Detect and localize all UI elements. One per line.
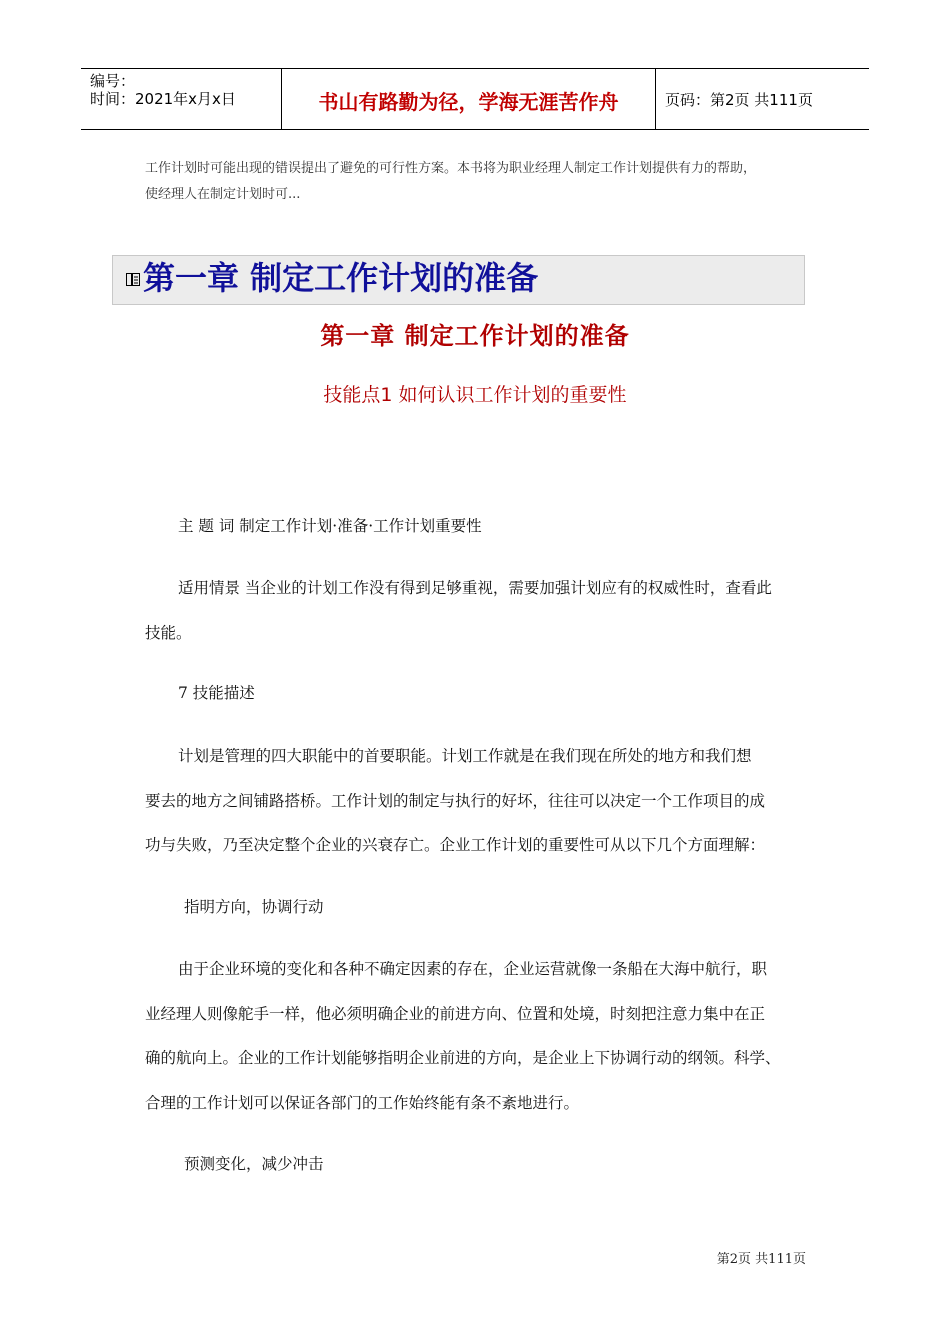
time-label: 时间：2021年x月x日 (90, 90, 236, 108)
keywords-line: 主 题 词 制定工作计划·准备·工作计划重要性 (178, 517, 482, 535)
header-motto-cell (282, 69, 656, 129)
intro-line-2: 使经理人在制定计划时可... (145, 187, 301, 202)
banner-title: 第一章 制定工作计划的准备 (143, 259, 539, 297)
paragraph-2-line-1: 由于企业环境的变化和各种不确定因素的存在，企业运营就像一条船在大海中航行，职 (178, 960, 768, 978)
chapter-title: 第一章 制定工作计划的准备 (320, 321, 630, 350)
number-label: 编号： (90, 72, 136, 90)
header-meta-cell (81, 69, 282, 129)
subheading-2: 预测变化，减少冲击 (184, 1155, 324, 1173)
scene-line-1: 适用情景 当企业的计划工作没有得到足够重视，需要加强计划应有的权威性时，查看此 (178, 579, 772, 597)
paragraph-2-line-3: 确的航向上。企业的工作计划能够指明企业前进的方向，是企业上下协调行动的纲领。科学、 (145, 1049, 781, 1067)
paragraph-2-line-2: 业经理人则像舵手一样，他必须明确企业的前进方向、位置和处境，时刻把注意力集中在正 (145, 1005, 766, 1023)
document-icon (126, 273, 140, 286)
description-heading: 7 技能描述 (178, 684, 255, 702)
header-page-label: 页码：第2页 共111页 (665, 91, 813, 109)
footer-page-number: 第2页 共111页 (716, 1252, 806, 1267)
paragraph-2-line-4: 合理的工作计划可以保证各部门的工作始终能有条不紊地进行。 (145, 1094, 580, 1112)
section-title: 技能点1 如何认识工作计划的重要性 (323, 384, 627, 406)
header-table (81, 68, 869, 130)
paragraph-1-line-1: 计划是管理的四大职能中的首要职能。计划工作就是在我们现在所处的地方和我们想 (178, 747, 752, 765)
chapter-banner (112, 255, 805, 305)
intro-line-1: 工作计划时可能出现的错误提出了避免的可行性方案。本书将为职业经理人制定工作计划提供有力的帮助， (145, 161, 757, 176)
scene-line-2: 技能。 (145, 624, 192, 642)
header-page-cell (656, 69, 869, 129)
subheading-1: 指明方向，协调行动 (184, 898, 324, 916)
motto-text: 书山有路勤为径，学海无涯苦作舟 (318, 90, 619, 114)
paragraph-1-line-2: 要去的地方之间铺路搭桥。工作计划的制定与执行的好坏，往往可以决定一个工作项目的成 (145, 792, 766, 810)
paragraph-1-line-3: 功与失败，乃至决定整个企业的兴衰存亡。企业工作计划的重要性可从以下几个方面理解： (145, 836, 766, 854)
